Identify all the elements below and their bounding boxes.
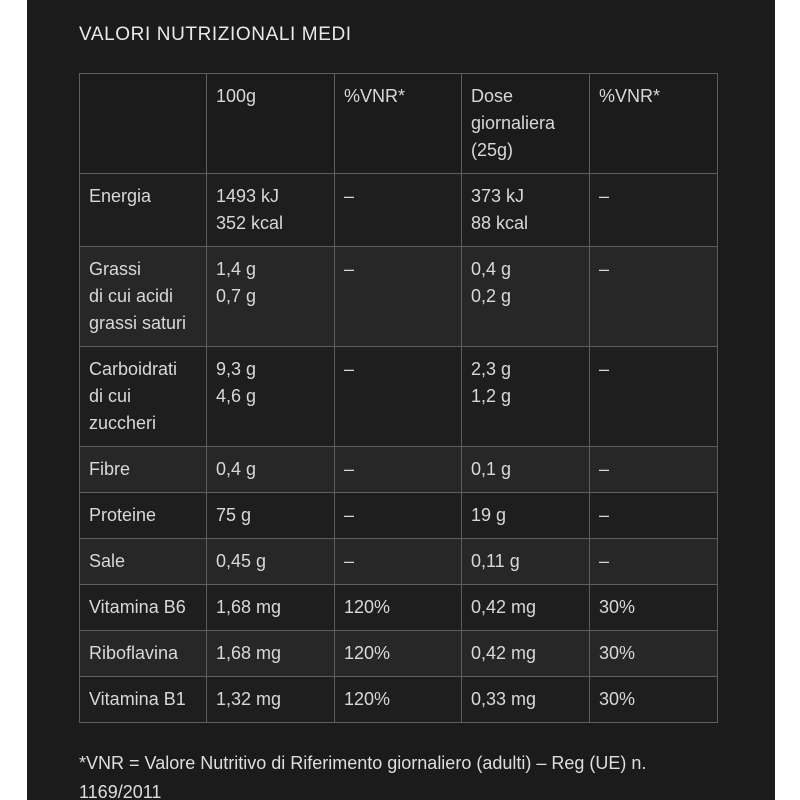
- table-cell: [590, 539, 718, 585]
- table-cell: [462, 247, 590, 347]
- cell-line: 1,68 mg: [216, 597, 282, 617]
- table-cell: [207, 347, 335, 447]
- table-cell: [207, 631, 335, 677]
- table-cell: [335, 247, 462, 347]
- table-cell: [335, 347, 462, 447]
- cell-line: Riboflavina: [89, 643, 179, 663]
- cell-line: 352 kcal: [216, 213, 284, 233]
- table-cell: [80, 174, 207, 247]
- cell-line: 100g: [216, 86, 257, 106]
- cell-line: 30%: [599, 597, 636, 617]
- cell-line: –: [599, 459, 610, 479]
- table-cell: [207, 585, 335, 631]
- table-cell: [207, 493, 335, 539]
- column-header: [80, 74, 207, 174]
- nutrition-panel: [27, 0, 775, 800]
- column-header: [590, 74, 718, 174]
- cell-line: 0,1 g: [471, 459, 512, 479]
- cell-line: 0,42 mg: [471, 643, 537, 663]
- cell-line: 30%: [599, 643, 636, 663]
- table-row: [80, 347, 718, 447]
- table-cell: [462, 174, 590, 247]
- cell-line: 120%: [344, 689, 391, 709]
- table-cell: [207, 174, 335, 247]
- table-cell: [80, 631, 207, 677]
- table-cell: [207, 677, 335, 723]
- table-cell: [335, 585, 462, 631]
- table-cell: [590, 174, 718, 247]
- cell-line: Proteine: [89, 505, 157, 525]
- table-row: [80, 585, 718, 631]
- table-cell: [590, 247, 718, 347]
- table-row: [80, 493, 718, 539]
- column-header: [335, 74, 462, 174]
- cell-line: Grassi: [89, 259, 142, 279]
- cell-line: –: [344, 259, 355, 279]
- table-cell: [462, 585, 590, 631]
- table-body: [80, 174, 718, 723]
- cell-line: Fibre: [89, 459, 131, 479]
- table-cell: [80, 447, 207, 493]
- table-cell: [335, 631, 462, 677]
- table-cell: [207, 247, 335, 347]
- table-cell: [80, 347, 207, 447]
- table-cell: [590, 347, 718, 447]
- table-cell: [207, 447, 335, 493]
- cell-line: 0,45 g: [216, 551, 267, 571]
- section-title: VALORI NUTRIZIONALI MEDI: [79, 24, 352, 45]
- table-cell: [590, 493, 718, 539]
- cell-line: %VNR*: [344, 86, 406, 106]
- table-row: [80, 677, 718, 723]
- table-cell: [80, 585, 207, 631]
- cell-line: 120%: [344, 597, 391, 617]
- table-cell: [590, 631, 718, 677]
- table-cell: [335, 677, 462, 723]
- cell-line: (25g): [471, 140, 514, 160]
- table-cell: [335, 539, 462, 585]
- table-cell: [462, 677, 590, 723]
- cell-line: 120%: [344, 643, 391, 663]
- cell-line: 9,3 g: [216, 359, 257, 379]
- cell-line: –: [599, 359, 610, 379]
- cell-line: 373 kJ: [471, 186, 525, 206]
- table-cell: [80, 539, 207, 585]
- cell-line: 0,4 g: [471, 259, 512, 279]
- table-cell: [335, 447, 462, 493]
- table-cell: [207, 539, 335, 585]
- cell-line: giornaliera: [471, 113, 556, 133]
- cell-line: 4,6 g: [216, 386, 257, 406]
- cell-line: 0,42 mg: [471, 597, 537, 617]
- cell-line: Dose: [471, 86, 514, 106]
- cell-line: Carboidrati: [89, 359, 178, 379]
- cell-line: –: [344, 359, 355, 379]
- cell-line: –: [344, 459, 355, 479]
- cell-line: 0,11 g: [471, 551, 520, 571]
- cell-line: %VNR*: [599, 86, 661, 106]
- cell-line: 75 g: [216, 505, 252, 525]
- cell-line: 0,2 g: [471, 286, 512, 306]
- nutrition-table: [79, 73, 718, 723]
- footnote-line-2: 1169/2011: [79, 782, 162, 800]
- table-cell: [462, 539, 590, 585]
- cell-line: –: [599, 186, 610, 206]
- table-cell: [80, 493, 207, 539]
- cell-line: grassi saturi: [89, 313, 187, 333]
- cell-line: [89, 83, 198, 110]
- footnote: [79, 749, 741, 800]
- table-row: [80, 539, 718, 585]
- table-cell: [80, 677, 207, 723]
- table-cell: [462, 631, 590, 677]
- table-cell: [462, 493, 590, 539]
- cell-line: 1,2 g: [471, 386, 512, 406]
- cell-line: –: [344, 186, 355, 206]
- cell-line: di cui acidi: [89, 286, 174, 306]
- cell-line: 1,68 mg: [216, 643, 282, 663]
- cell-line: –: [599, 551, 610, 571]
- table-cell: [335, 493, 462, 539]
- cell-line: –: [599, 259, 610, 279]
- table-cell: [590, 585, 718, 631]
- header-row: [80, 74, 718, 174]
- table-cell: [462, 447, 590, 493]
- table-cell: [335, 174, 462, 247]
- cell-line: 88 kcal: [471, 213, 529, 233]
- cell-line: di cui: [89, 386, 132, 406]
- table-row: [80, 631, 718, 677]
- cell-line: 1,32 mg: [216, 689, 282, 709]
- table-cell: [462, 347, 590, 447]
- table-cell: [80, 247, 207, 347]
- table-cell: [590, 447, 718, 493]
- cell-line: Vitamina B6: [89, 597, 186, 617]
- cell-line: 0,33 mg: [471, 689, 537, 709]
- table-row: [80, 174, 718, 247]
- cell-line: Sale: [89, 551, 126, 571]
- cell-line: zuccheri: [89, 413, 157, 433]
- column-header: [207, 74, 335, 174]
- cell-line: 2,3 g: [471, 359, 512, 379]
- footnote-line-1: *VNR = Valore Nutritivo di Riferimento giornaliero (adulti) – Reg (UE) n.: [79, 753, 647, 773]
- table-row: [80, 447, 718, 493]
- cell-line: 1,4 g: [216, 259, 257, 279]
- cell-line: 0,7 g: [216, 286, 257, 306]
- cell-line: –: [344, 551, 355, 571]
- cell-line: 19 g: [471, 505, 507, 525]
- cell-line: 30%: [599, 689, 636, 709]
- cell-line: Energia: [89, 186, 152, 206]
- cell-line: –: [599, 505, 610, 525]
- table-cell: [590, 677, 718, 723]
- table-row: [80, 247, 718, 347]
- cell-line: Vitamina B1: [89, 689, 186, 709]
- cell-line: 0,4 g: [216, 459, 257, 479]
- column-header: [462, 74, 590, 174]
- cell-line: 1493 kJ: [216, 186, 280, 206]
- cell-line: –: [344, 505, 355, 525]
